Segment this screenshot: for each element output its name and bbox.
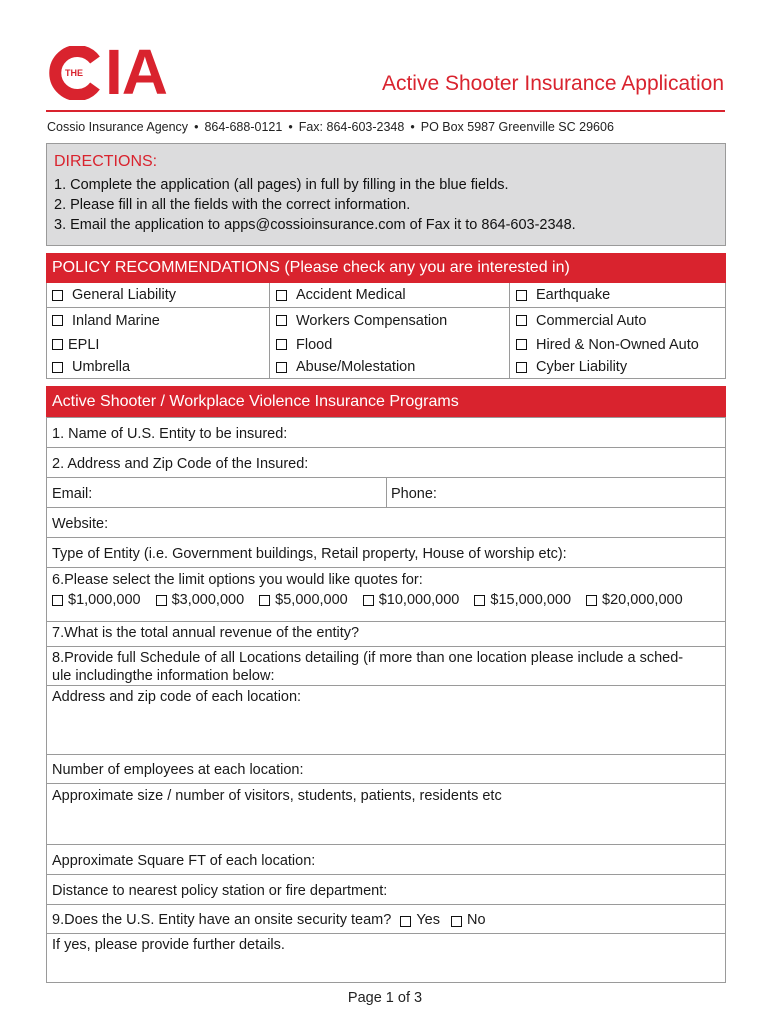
checkbox[interactable]: [276, 339, 287, 350]
recommendation-row: [47, 333, 725, 356]
directions-panel: [46, 143, 726, 246]
option-earthquake[interactable]: [516, 283, 610, 307]
option-label: EPLI: [68, 336, 100, 353]
address-label: 2. Address and Zip Code of the Insured:: [52, 456, 309, 472]
limit-3m-option[interactable]: [156, 591, 245, 609]
option-label: Accident Medical: [296, 287, 406, 303]
limit-1m-option[interactable]: [52, 591, 141, 609]
limit-options-label: 6.Please select the limit options you would like quotes for:: [52, 572, 423, 588]
yes-label: Yes: [416, 912, 440, 928]
option-label: Umbrella: [72, 359, 131, 375]
checkbox[interactable]: [516, 315, 527, 326]
option-hired-non-owned-auto[interactable]: [516, 333, 699, 356]
security-no-option[interactable]: [451, 911, 486, 929]
separator-dot: •: [410, 120, 415, 134]
checkbox[interactable]: [400, 916, 411, 927]
email-label[interactable]: Email:: [52, 486, 93, 502]
security-yes-option[interactable]: [400, 911, 440, 929]
no-label: No: [466, 912, 486, 928]
checkbox[interactable]: [52, 362, 63, 373]
location-address-label: Address and zip code of each location:: [52, 689, 302, 705]
direction-step-1: 1. Complete the application (all pages) in full by filling in the blue fields.: [54, 177, 509, 193]
logo-the-text: THE: [65, 68, 83, 78]
option-abuse-molestation[interactable]: [276, 356, 415, 378]
recommendation-row: [47, 307, 725, 333]
logo-ia-text: IA: [105, 36, 167, 108]
schedule-line-2: ule includingthe information below:: [52, 668, 275, 684]
distance-label: Distance to nearest policy station or fire department:: [52, 883, 388, 899]
checkbox[interactable]: [259, 595, 270, 606]
limit-label: $10,000,000: [378, 592, 460, 608]
website-label: Website:: [52, 516, 109, 532]
limit-options-row: [47, 567, 725, 621]
option-epli[interactable]: [52, 333, 99, 356]
limit-label: $5,000,000: [275, 592, 348, 608]
option-inland-marine[interactable]: [52, 308, 160, 333]
checkbox[interactable]: [474, 595, 485, 606]
option-label: Flood: [296, 336, 333, 353]
column-divider: [386, 478, 387, 507]
limit-5m-option[interactable]: [259, 591, 348, 609]
option-label: Commercial Auto: [536, 312, 647, 329]
limit-20m-option[interactable]: [586, 591, 683, 609]
checkbox[interactable]: [516, 290, 527, 301]
address-field[interactable]: [47, 447, 725, 477]
cia-logo: [47, 36, 181, 108]
checkbox[interactable]: [516, 339, 527, 350]
recommendation-row: [47, 356, 725, 378]
option-label: Cyber Liability: [536, 359, 628, 375]
annual-revenue-field[interactable]: [47, 621, 725, 646]
option-label: Earthquake: [536, 287, 611, 303]
email-phone-row: [47, 477, 725, 507]
option-label: General Liability: [72, 287, 176, 303]
limit-label: $3,000,000: [171, 592, 245, 608]
checkbox[interactable]: [52, 315, 63, 326]
distance-field[interactable]: [47, 874, 725, 904]
entity-type-field[interactable]: [47, 537, 725, 567]
checkbox[interactable]: [451, 916, 462, 927]
limit-10m-option[interactable]: [363, 591, 460, 609]
security-details-field[interactable]: [47, 933, 725, 983]
square-ft-field[interactable]: [47, 844, 725, 874]
schedule-instructions: [47, 646, 725, 685]
schedule-line-1: 8.Provide full Schedule of all Locations detailing (if more than one location please include a sched-: [52, 650, 684, 666]
location-address-field[interactable]: [47, 685, 725, 754]
annual-revenue-label: 7.What is the total annual revenue of the entity?: [52, 625, 360, 641]
recommendations-grid: [46, 283, 726, 379]
option-general-liability[interactable]: [52, 283, 176, 307]
checkbox[interactable]: [363, 595, 374, 606]
limit-options: [52, 591, 725, 609]
size-field[interactable]: [47, 783, 725, 844]
recommendations-heading: POLICY RECOMMENDATIONS (Please check any you are interested in): [46, 253, 726, 283]
option-workers-compensation[interactable]: [276, 308, 447, 333]
security-details-label: If yes, please provide further details.: [52, 937, 285, 953]
option-umbrella[interactable]: [52, 356, 130, 378]
square-ft-label: Approximate Square FT of each location:: [52, 853, 316, 869]
option-cyber-liability[interactable]: [516, 356, 627, 378]
separator-dot: •: [288, 120, 293, 134]
document-title: Active Shooter Insurance Application: [381, 72, 724, 95]
checkbox[interactable]: [52, 339, 63, 350]
agency-address: PO Box 5987 Greenville SC 29606: [420, 120, 614, 134]
direction-step-2: 2. Please fill in all the fields with the correct information.: [54, 197, 411, 213]
agency-name: Cossio Insurance Agency: [47, 120, 189, 134]
program-form: [46, 386, 726, 983]
page-number: Page 1 of 3: [347, 990, 423, 1006]
option-label: Abuse/Molestation: [296, 359, 416, 375]
title-divider: [46, 110, 725, 112]
recommendation-row: [47, 283, 725, 307]
limit-label: $20,000,000: [602, 592, 683, 608]
website-field[interactable]: [47, 507, 725, 537]
entity-name-field[interactable]: [47, 417, 725, 447]
size-label: Approximate size / number of visitors, students, patients, residents etc: [52, 788, 502, 804]
agency-fax: Fax: 864-603-2348: [298, 120, 405, 134]
option-label: Hired & Non-Owned Auto: [536, 336, 699, 353]
option-label: Inland Marine: [72, 312, 160, 329]
option-flood[interactable]: [276, 333, 332, 356]
option-label: Workers Compensation: [296, 312, 448, 329]
contact-line: [47, 119, 737, 135]
separator-dot: •: [194, 120, 199, 134]
limit-label: $1,000,000: [68, 592, 141, 608]
security-team-row: [47, 904, 725, 933]
option-accident-medical[interactable]: [276, 283, 406, 307]
directions-heading: DIRECTIONS:: [54, 153, 158, 170]
phone-label[interactable]: Phone:: [391, 486, 437, 502]
security-team-label: 9.Does the U.S. Entity have an onsite security team?: [52, 912, 392, 928]
checkbox[interactable]: [276, 315, 287, 326]
checkbox[interactable]: [586, 595, 597, 606]
checkbox[interactable]: [156, 595, 167, 606]
checkbox[interactable]: [52, 595, 63, 606]
limit-label: $15,000,000: [490, 592, 572, 608]
option-commercial-auto[interactable]: [516, 308, 646, 333]
checkbox[interactable]: [276, 362, 287, 373]
direction-step-3: 3. Email the application to apps@cossioinsurance.com of Fax it to 864-603-2348.: [54, 217, 576, 233]
checkbox[interactable]: [276, 290, 287, 301]
entity-name-label: 1. Name of U.S. Entity to be insured:: [52, 426, 288, 442]
limit-15m-option[interactable]: [474, 591, 571, 609]
entity-type-label: Type of Entity (i.e. Government buildings, Retail property, House of worship etc):: [52, 546, 567, 562]
checkbox[interactable]: [516, 362, 527, 373]
checkbox[interactable]: [52, 290, 63, 301]
program-heading: Active Shooter / Workplace Violence Insurance Programs: [46, 386, 726, 417]
agency-phone: 864-688-0121: [204, 120, 283, 134]
employees-field[interactable]: [47, 754, 725, 783]
employees-label: Number of employees at each location:: [52, 762, 304, 778]
